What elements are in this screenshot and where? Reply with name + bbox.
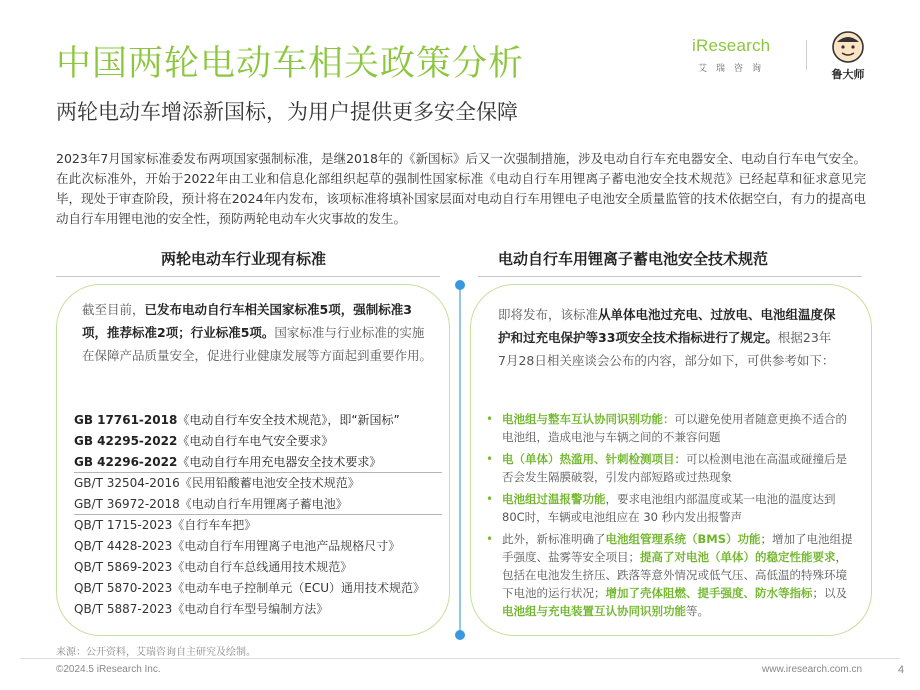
- page-number: 4: [898, 664, 905, 676]
- bullet-heading: 电（单体）热滥用、针刺检测项目：: [502, 452, 686, 466]
- list-item: [484, 530, 854, 620]
- standards-list: [74, 410, 442, 620]
- standard-code: GB 42295-2022: [74, 434, 178, 448]
- bullet-text: ；以及: [812, 586, 847, 600]
- standard-code: GB 42296-2022: [74, 455, 178, 469]
- right-lead-text: [498, 303, 838, 372]
- bullet-text: 等。: [686, 604, 709, 618]
- bullet-heading: 电池组过温报警功能: [502, 492, 606, 506]
- standard-code: QB/T 1715-2023: [74, 518, 173, 532]
- ludashi-face-icon: [831, 30, 865, 64]
- left-heading-rule: [56, 276, 440, 277]
- bullet-text: ，包括在电池发生挤压、跌落等意外情况或低气压、高低温的特殊环境下电池的运行状况；: [502, 550, 847, 600]
- standard-code: QB/T 5887-2023: [74, 602, 173, 616]
- standard-row: [74, 599, 442, 620]
- bullet-highlight: 电池组管理系统（BMS）功能: [605, 532, 761, 546]
- standard-code: GB/T 32504-2016: [74, 476, 180, 490]
- list-item: [484, 490, 854, 526]
- list-item: [484, 450, 854, 486]
- left-lead-part-3: 国家标准与行业标准的实施在保障产品质量安全，促进行业健康发展等方面起到重要作用。: [82, 325, 433, 363]
- bullet-heading: 电池组与整车互认协同识别功能：: [502, 412, 675, 426]
- right-heading-rule: [478, 276, 862, 277]
- divider-dot-top: [455, 280, 465, 290]
- left-lead-part-1: 截至目前，: [82, 302, 145, 317]
- standard-row: [74, 473, 442, 494]
- right-lead-highlight: 从单体电池过充电、过放电、电池组温度保护和过充电保护等33项安全技术指标进行了规定。: [498, 307, 836, 345]
- brand-sub: 艾瑞咨询: [698, 64, 771, 74]
- bullet-highlight: 提高了对电池（单体）的稳定性能要求: [640, 550, 836, 564]
- standard-name: 《电动自行车用锂离子电池产品规格尺寸》: [172, 539, 401, 553]
- page-subtitle: 两轮电动车增添新国标，为用户提供更多安全保障: [56, 100, 518, 124]
- standard-code: QB/T 4428-2023: [74, 539, 173, 553]
- standard-name: 《电动自行车用充电器安全技术要求》: [177, 455, 382, 469]
- right-lead-part-3: 根据23年7月28日相关座谈会公布的内容，部分如下，可供参考如下：: [498, 330, 835, 368]
- left-column-heading: 两轮电动车行业现有标准: [161, 250, 327, 268]
- standard-row: [74, 536, 442, 557]
- standard-name: 《电动自行车总线通用技术规范》: [172, 560, 353, 574]
- standard-name: 《自行车车把》: [172, 518, 257, 532]
- standard-row: [74, 452, 442, 473]
- standard-row: [74, 494, 442, 515]
- intro-paragraph: 2023年7月国家标准委发布两项国家强制标准，是继2018年的《新国标》后又一次强制措施，涉及电动自行车充电器安全、电动自行车电气安全。在此次标准外，开始于2022年由工业和信息化部组织起草的强制性国家标准《电动自行车用锂离子蓄电池安全技术规范》已经起草和征求意见完毕，现处于审查阶段，预计将在2024年内发布，该项标准将填补国家层面对电动自行车用锂电子电池安全质量监管的技术依据空白，有力的提高电动自行车用锂电池的安全性，预防两轮电动车火灾事故的发生。: [56, 151, 866, 226]
- standard-row: [74, 557, 442, 578]
- standard-row: [74, 578, 442, 599]
- standard-code: GB/T 36972-2018: [74, 497, 180, 511]
- requirements-list: [484, 410, 854, 624]
- standard-row: [74, 431, 442, 452]
- standard-row: [74, 410, 442, 431]
- standard-name: 《电动自行车型号编制方法》: [172, 602, 329, 616]
- divider-dot-bottom: [455, 630, 465, 640]
- brand-name: iResearch: [692, 36, 771, 55]
- source-note: 来源：公开资料，艾瑞咨询自主研究及绘制。: [56, 647, 256, 658]
- bullet-text: ；增加了电池组提手强度、盐雾等安全项目；: [502, 532, 853, 564]
- copyright: ©2024.5 iResearch Inc.: [56, 664, 161, 675]
- partner-name: 鲁大师: [831, 68, 865, 81]
- standard-code: QB/T 5870-2023: [74, 581, 173, 595]
- bullet-text: ，要求电池组内部温度或某一电池的温度达到 80C时，车辆或电池组应在 30 秒内发出报警声: [502, 492, 836, 524]
- bullet-text: 可以避免使用者随意更换不适合的电池组，造成电池与车辆之间的不兼容问题: [502, 412, 847, 444]
- standard-name: 《电动自行车用锂离子蓄电池》: [179, 497, 348, 511]
- right-column-heading: 电动自行车用锂离子蓄电池安全技术规范: [498, 250, 769, 268]
- center-divider: [459, 284, 461, 636]
- list-item: [484, 410, 854, 446]
- footer-rule: [20, 658, 900, 659]
- standard-name: 《电动车电子控制单元（ECU）通用技术规范》: [172, 581, 426, 595]
- standard-code: GB 17761-2018: [74, 413, 178, 427]
- website-link[interactable]: www.iresearch.com.cn: [762, 664, 863, 675]
- left-lead-highlight: 已发布电动自行车相关国家标准5项，强制标准3项，推荐标准2项；行业标准5项。: [82, 302, 412, 340]
- logo-separator: [806, 40, 807, 70]
- iresearch-logo: [692, 36, 792, 80]
- bullet-highlight: 增加了壳体阻燃、提手强度、防水等指标: [605, 586, 813, 600]
- standard-name: 《民用铅酸蓄电池安全技术规范》: [179, 476, 360, 490]
- bullet-highlight: 电池组与充电装置互认协同识别功能: [502, 604, 686, 618]
- standard-code: QB/T 5869-2023: [74, 560, 173, 574]
- page-title: 中国两轮电动车相关政策分析: [56, 44, 525, 84]
- standard-row: [74, 515, 442, 536]
- right-lead-part-1: 即将发布，该标准: [498, 307, 599, 322]
- bullet-text: 此外，新标准明确了: [502, 532, 606, 546]
- standard-name: 《电动自行车电气安全要求》: [177, 434, 334, 448]
- left-lead-text: [82, 298, 432, 367]
- ludashi-logo: [822, 30, 874, 84]
- standard-name: 《电动自行车安全技术规范》，即“新国标”: [177, 413, 400, 427]
- bullet-text: 可以检测电池在高温或碰撞后是否会发生隔膜破裂，引发内部短路或过热现象: [502, 452, 847, 484]
